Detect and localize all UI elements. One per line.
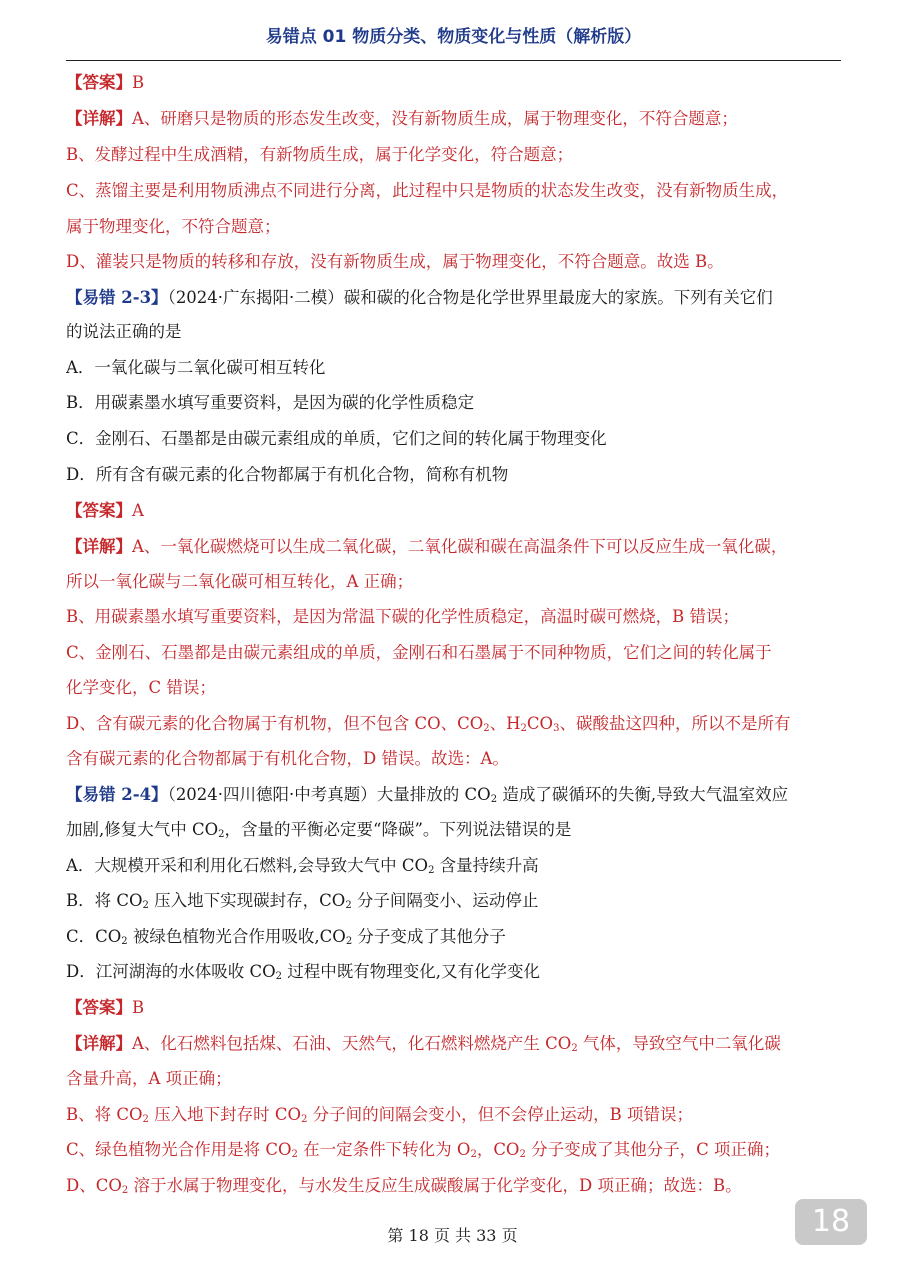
detail-line: B、发酵过程中生成酒精，有新物质生成，属于化学变化，符合题意； [66,145,574,164]
page-number-badge[interactable]: 18 [795,1199,867,1245]
detail-line: 化学变化，C 错误； [66,678,216,697]
option-c: C．$CO_2$ 被绿色植物光合作用吸收$,CO_2$ 分子变成了其他分子 [66,927,506,947]
detail-line: C、金刚石、石墨都是由碳元素组成的单质，金刚石和石墨属于不同种物质，它们之间的转化属于 [66,643,772,662]
question-source: （2024·四川德阳·中考真题） [167,785,377,804]
detail-tag: 【详解】 [66,1034,132,1053]
question-text: 碳和碳的化合物是化学世界里最庞大的家族。下列有关它们 [343,288,773,307]
answer-line [66,996,842,1020]
question-stem: 加剧,修复大气中 $CO_2$，含量的平衡必定要“降碳”。下列说法错误的是 [66,820,572,840]
detail-line: C、绿色植物光合作用是将 $CO_2$ 在一定条件下转化为 $O_2$，$CO_2$ 分子变成了其他分子，C 项正确； [66,1140,780,1160]
option-a: A．大规模开采和利用化石燃料,会导致大气中 $CO_2$ 含量持续升高 [66,856,539,876]
option-a: A．一氧化碳与二氧化碳可相互转化 [66,358,326,377]
detail-line: B、用碳素墨水填写重要资料，是因为常温下碳的化学性质稳定，高温时碳可燃烧，B 错误； [66,607,739,626]
answer-value: A [132,501,144,520]
option-c: C．金刚石、石墨都是由碳元素组成的单质，它们之间的转化属于物理变化 [66,429,607,448]
page-footer: 第 18 页 共 33 页 [387,1226,518,1245]
detail-line [66,535,842,559]
page-header-title: 易错点 01 物质分类、物质变化与性质（解析版） [265,27,642,47]
detail-line: 含量升高，A 项正确； [66,1069,232,1088]
detail-tag: 【详解】 [66,537,132,556]
option-d: D．江河湖海的水体吸收 $CO_2$ 过程中既有物理变化,又有化学变化 [66,962,541,982]
answer-tag: 【答案】 [66,998,132,1017]
detail-tag: 【详解】 [66,109,132,128]
question-stem: 的说法正确的是 [66,322,182,341]
detail-line: 所以一氧化碳与二氧化碳可相互转化，A 正确； [66,572,414,591]
detail-line: D、含有碳元素的化合物属于有机物，但不包含 CO、$CO_2$、$H_2CO_3$、碳酸盐这四种，所以不是所有 [66,714,791,734]
answer-line [66,71,842,95]
detail-line: 【详解】A、化石燃料包括煤、石油、天然气，化石燃料燃烧产生 $CO_2$ 气体，导致空气中二氧化碳 [66,1034,781,1054]
detail-text: A、研磨只是物质的形态发生改变，没有新物质生成，属于物理变化，不符合题意； [132,109,738,128]
question-tag: 【易错 2-3】 [66,288,168,307]
answer-tag: 【答案】 [66,501,132,520]
question-stem [66,286,842,310]
detail-line: 含有碳元素的化合物都属于有机化合物，D 错误。故选：A。 [66,749,509,768]
option-d: D．所有含有碳元素的化合物都属于有机化合物，简称有机物 [66,465,509,484]
detail-line [66,107,842,131]
option-b: B．将 $CO_2$ 压入地下实现碳封存，$CO_2$ 分子间隔变小、运动停止 [66,891,539,911]
detail-line: D、灌装只是物质的转移和存放，没有新物质生成，属于物理变化，不符合题意。故选 B。 [66,252,724,271]
answer-value: B [132,73,145,92]
detail-line: B、将 $CO_2$ 压入地下封存时 $CO_2$ 分子间的间隔会变小，但不会停止运动，B 项错误； [66,1105,694,1125]
detail-text: A、一氧化碳燃烧可以生成二氧化碳，二氧化碳和碳在高温条件下可以反应生成一氧化碳， [132,537,788,556]
question-stem: 【易错 2-4】（2024·四川德阳·中考真题）大量排放的 $CO_2$ 造成了碳循环的失衡,导致大气温室效应 [66,785,789,805]
answer-line [66,499,842,523]
question-source: （2024·广东揭阳·二模） [167,288,344,307]
detail-line: 属于物理变化，不符合题意； [66,217,281,236]
answer-value: B [132,998,145,1017]
answer-tag: 【答案】 [66,73,132,92]
option-b: B．用碳素墨水填写重要资料，是因为碳的化学性质稳定 [66,393,475,412]
header-divider [66,60,841,61]
detail-line: C、蒸馏主要是利用物质沸点不同进行分离，此过程中只是物质的状态发生改变，没有新物质生成， [66,181,789,200]
question-tag: 【易错 2-4】 [66,785,168,804]
detail-line: D、$CO_2$ 溶于水属于物理变化，与水发生反应生成碳酸属于化学变化，D 项正确；故选：B。 [66,1176,742,1196]
